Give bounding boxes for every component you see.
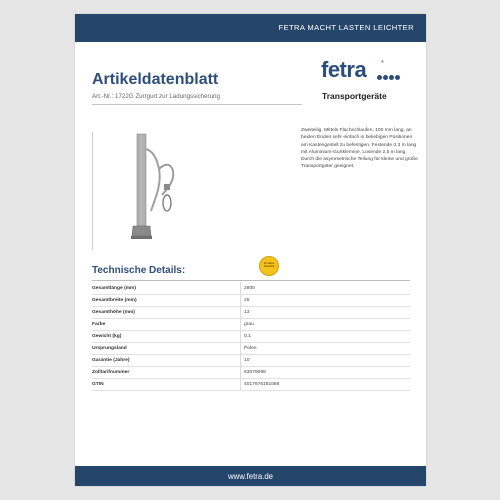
logo-dots-icon bbox=[377, 75, 407, 81]
spec-label: Ursprungsland bbox=[92, 346, 127, 351]
spec-row bbox=[92, 380, 410, 391]
spec-label: Gesamtbreite (mm) bbox=[92, 298, 137, 303]
badge-line-2: Garantie bbox=[263, 265, 275, 269]
spec-row bbox=[92, 308, 410, 319]
spec-value: 0,1 bbox=[244, 334, 251, 339]
product-group: Transportgeräte bbox=[322, 91, 387, 101]
page-title: Artikeldatenblatt bbox=[92, 71, 219, 88]
article-number: Art.-Nr.: 1722G Zurrgurt zur Ladungssicherung bbox=[92, 93, 220, 100]
spec-row bbox=[92, 284, 410, 295]
strap-product-image bbox=[115, 129, 285, 254]
header-band bbox=[75, 14, 426, 42]
spec-value: 63079098 bbox=[244, 370, 266, 375]
fetra-logo bbox=[321, 58, 411, 106]
technical-divider bbox=[92, 280, 410, 281]
spec-row bbox=[92, 344, 410, 355]
spec-row bbox=[92, 332, 410, 343]
badge-line-1: 10 Jahre bbox=[263, 262, 275, 265]
spec-value: 25 bbox=[244, 298, 250, 303]
spec-label: Farbe bbox=[92, 322, 106, 327]
spec-label: Zolltarifnummer bbox=[92, 370, 130, 375]
spec-row bbox=[92, 320, 410, 331]
spec-value: 2800 bbox=[244, 286, 255, 291]
spec-row bbox=[92, 368, 410, 379]
brand-name: fetra bbox=[321, 57, 367, 82]
spec-value: grau bbox=[244, 322, 254, 327]
spec-label: GTIN bbox=[92, 382, 104, 387]
spec-value: 13 bbox=[244, 310, 250, 315]
spec-label: Gesamtlänge (mm) bbox=[92, 286, 137, 291]
spec-label: Gesamthöhe (mm) bbox=[92, 310, 135, 315]
spec-label: Gewicht (kg) bbox=[92, 334, 122, 339]
spec-row bbox=[92, 296, 410, 307]
warranty-badge-icon bbox=[259, 256, 279, 276]
technical-details-heading: Technische Details: bbox=[92, 265, 186, 276]
spec-value: Polen bbox=[244, 346, 257, 351]
spec-label: Garantie (Jahre) bbox=[92, 358, 130, 363]
product-description: Zweiteilig. Mittels Flachschlaufen, 100 mm lang, an beiden Enden sehr einfach in beliebigen Positionen am Kastengestell zu befestigen. Festende 0,3 m lang mit Aluminium-Gurtklemme, Losende 2,5 m lang. Durch die asymmetrische Teilung für kleine und große Transportgüter geeignet. bbox=[301, 128, 418, 170]
slogan: FETRA MACHT LASTEN LEICHTER bbox=[278, 23, 414, 32]
footer-band bbox=[75, 466, 426, 486]
title-divider bbox=[92, 104, 302, 105]
spec-row bbox=[92, 356, 410, 367]
image-frame-line bbox=[92, 132, 93, 250]
registered-mark: ® bbox=[381, 59, 384, 64]
datasheet-page bbox=[75, 14, 426, 486]
footer-url-link[interactable]: www.fetra.de bbox=[227, 472, 274, 481]
spec-value: 4017976181066 bbox=[244, 382, 280, 387]
spec-value: 10 bbox=[244, 358, 250, 363]
